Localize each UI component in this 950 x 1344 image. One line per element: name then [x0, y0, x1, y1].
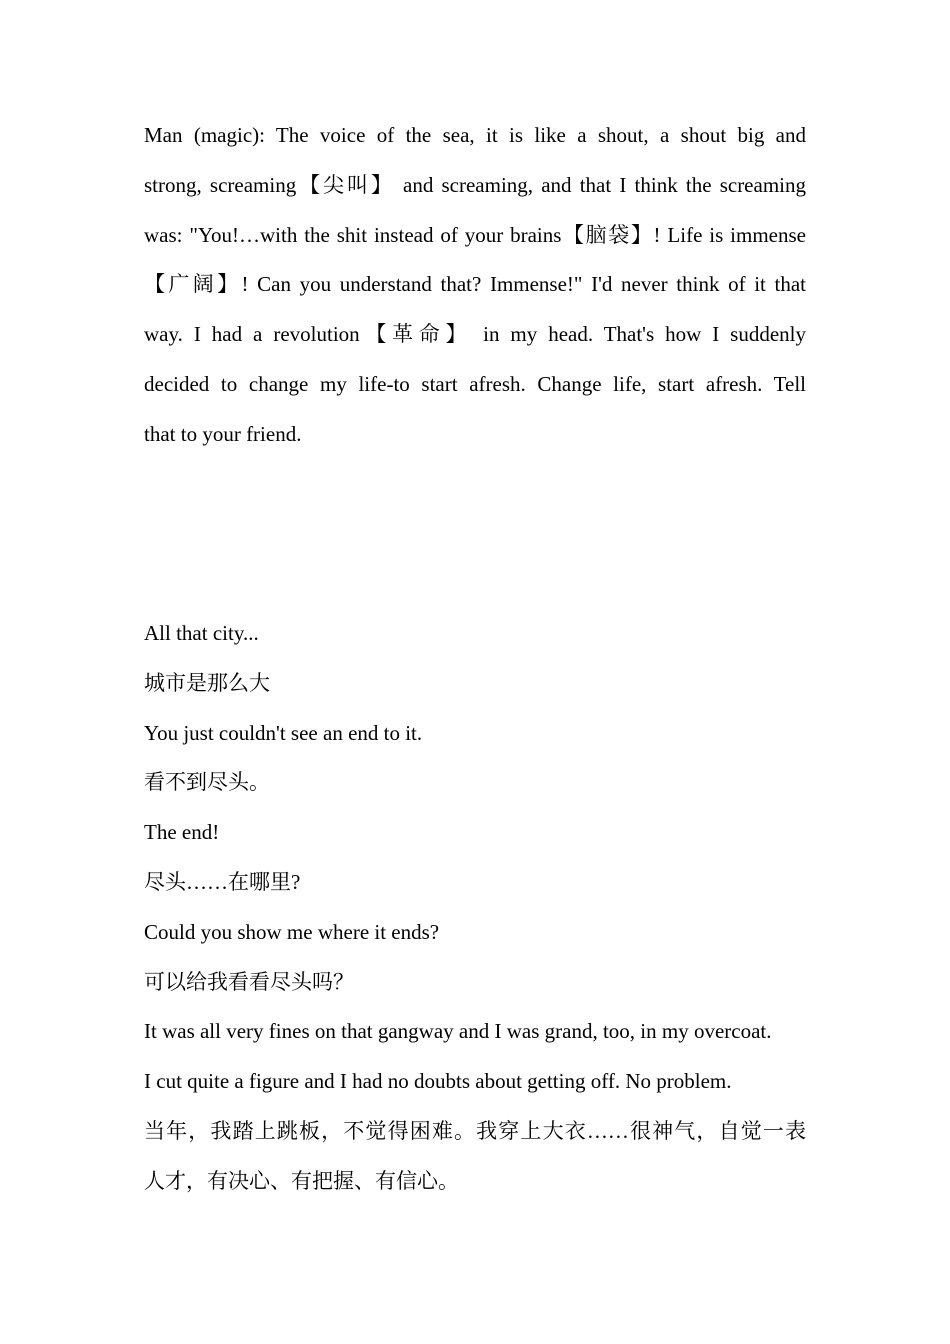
dialogue-line-zh: 当年，我踏上跳板，不觉得困难。我穿上大衣……很神气，自觉一表: [144, 1118, 806, 1143]
bilingual-dialogue: [144, 609, 824, 1207]
dialogue-line-zh: 人才，有决心、有把握、有信心。: [144, 1168, 459, 1193]
dialogue-line-en: I cut quite a figure and I had no doubts about getting off. No problem.: [144, 1069, 732, 1094]
dialogue-line-zh: 尽头……在哪里?: [144, 869, 301, 894]
paragraph-line: was: "You!…with the shit instead of your brains【脑袋】! Life is immense: [144, 222, 806, 247]
paragraph-line: that to your friend.: [144, 421, 302, 446]
paragraph-line: strong, screaming【尖叫】 and screaming, and that I think the screaming: [144, 172, 806, 197]
paragraph-line: way. I had a revolution【革命】 in my head. That's how I suddenly: [144, 322, 806, 347]
dialogue-line-en: Could you show me where it ends?: [144, 919, 440, 944]
dialogue-line-zh: 看不到尽头。: [144, 770, 270, 795]
paragraph-line: Man (magic): The voice of the sea, it is like a shout, a shout big and: [144, 123, 806, 147]
paragraph-line: decided to change my life-to start afresh. Change life, start afresh. Tell: [144, 371, 806, 396]
dialogue-line-zh: 城市是那么大: [144, 670, 270, 695]
dialogue-line-en: You just couldn't see an end to it.: [144, 720, 423, 745]
monologue-paragraph: [144, 111, 806, 460]
paragraph-line: 【广阔】! Can you understand that? Immense!" I'd never think of it that: [144, 272, 806, 297]
dialogue-line-zh: 可以给我看看尽头吗？: [144, 969, 354, 994]
dialogue-line-en: The end!: [144, 820, 220, 845]
dialogue-line-en: All that city...: [144, 621, 259, 645]
dialogue-line-en: It was all very fines on that gangway and I was grand, too, in my overcoat.: [144, 1019, 772, 1044]
